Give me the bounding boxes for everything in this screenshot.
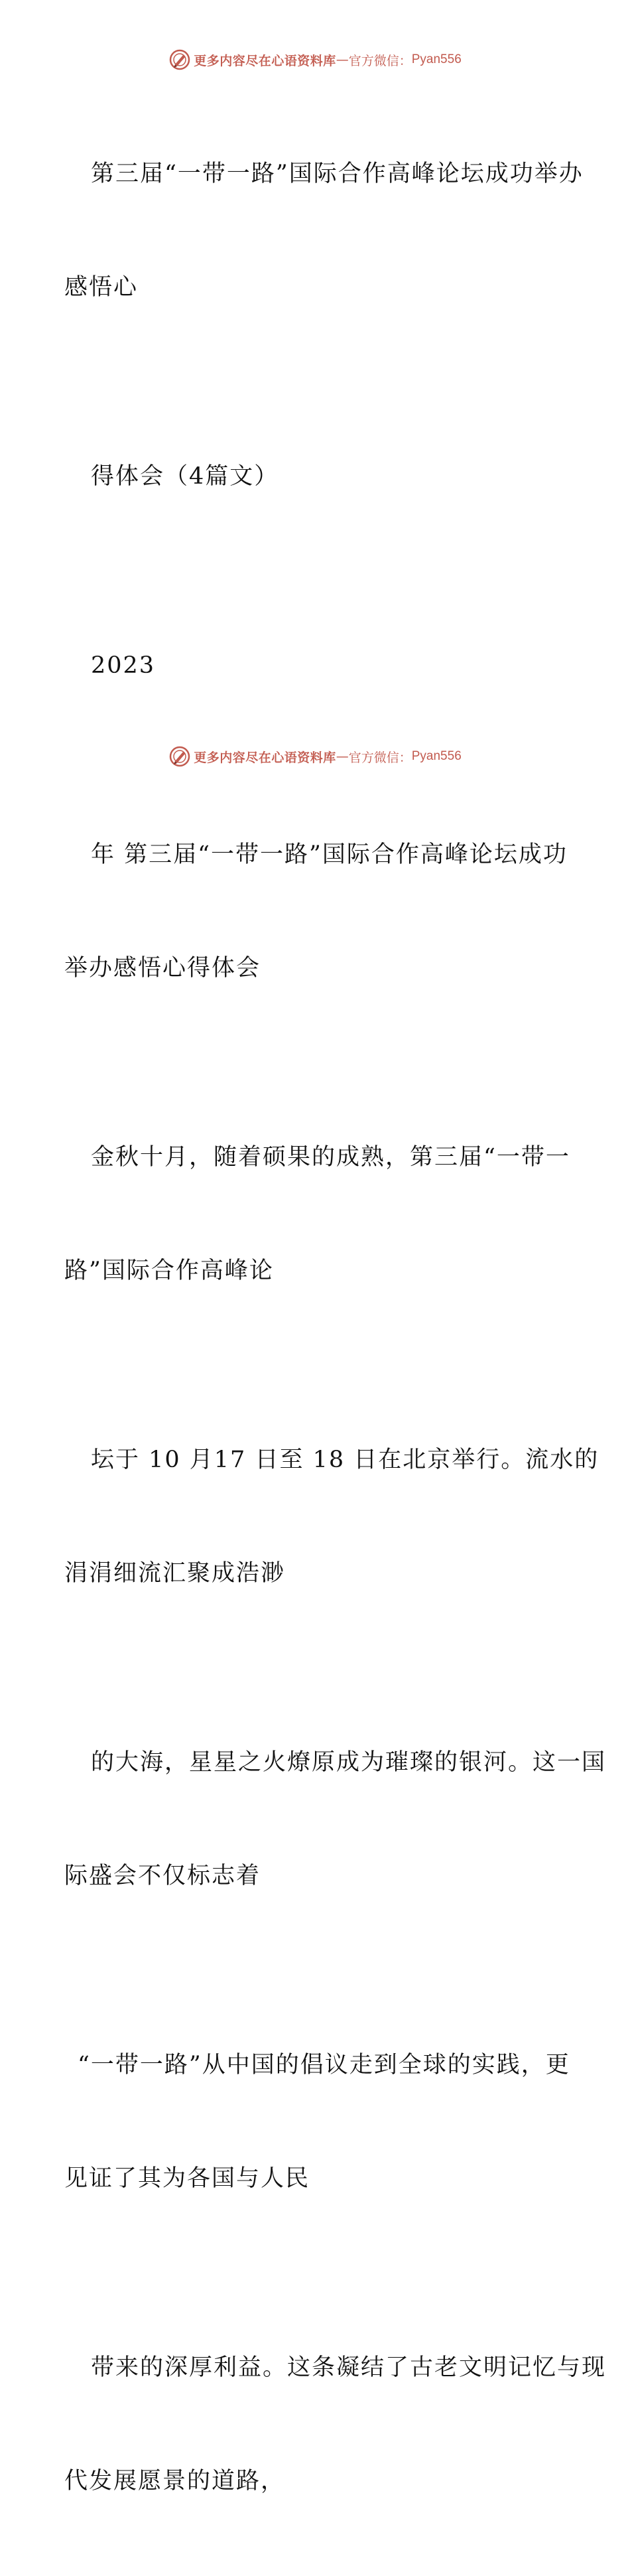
text-line: 的大海，星星之火燎原成为璀璨的银河。这一国 [91, 1749, 607, 1776]
text-line: 带来的深厚利益。这条凝结了古老文明记忆与现 [91, 2354, 607, 2381]
watermark-wechat-id: Pyan556 [411, 52, 462, 66]
paragraph [64, 1668, 607, 1971]
pen-logo-icon [168, 48, 191, 71]
watermark-wechat-label: 官方微信： [348, 53, 412, 68]
text-line: 感悟心 [64, 274, 139, 301]
paragraph [64, 1971, 568, 2273]
watermark-wechat-id: Pyan556 [411, 749, 462, 763]
text-line: 坛于 10 月17 日至 18 日在北京举行。流水的 [91, 1447, 599, 1473]
text-line: 金秋十月，随着硕果的成熟，第三届“一带一 [91, 1144, 570, 1171]
text-line: 代发展愿景的道路， [64, 2468, 286, 2494]
watermark-footer [0, 743, 630, 770]
text-line: 得体会（4篇文） [91, 463, 279, 490]
paragraph-title [64, 80, 584, 382]
text-line: 年 第三届“一带一路”国际合作高峰论坛成功 [91, 841, 568, 868]
watermark-dash: — [336, 749, 349, 764]
paragraph [64, 382, 568, 571]
watermark-wechat-label: 官方微信： [348, 750, 412, 765]
paragraph [64, 571, 568, 760]
watermark-header [0, 46, 630, 73]
text-line: 际盛会不仅标志着 [64, 1863, 261, 1889]
paragraph [64, 1366, 599, 1668]
document-body [64, 80, 607, 2576]
paragraph [64, 2273, 607, 2576]
paragraph [64, 760, 568, 1063]
text-line: 举办感悟心得体会 [64, 955, 261, 981]
watermark-main-text: 更多内容尽在心语资料库 [194, 53, 336, 68]
watermark-main-text: 更多内容尽在心语资料库 [194, 750, 336, 765]
text-line: 涓涓细流汇聚成浩渺 [64, 1560, 286, 1587]
text-line: “一带一路”从中国的倡议走到全球的实践，更 [78, 2052, 570, 2078]
text-line: 路”国际合作高峰论 [64, 1257, 274, 1284]
watermark-dash: — [336, 52, 349, 67]
text-line: 2023 [91, 652, 156, 679]
text-line: 见证了其为各国与人民 [64, 2165, 310, 2192]
paragraph [64, 1063, 568, 1366]
pen-logo-icon [168, 745, 191, 768]
text-line: 第三届“一带一路”国际合作高峰论坛成功举办 [91, 161, 584, 187]
